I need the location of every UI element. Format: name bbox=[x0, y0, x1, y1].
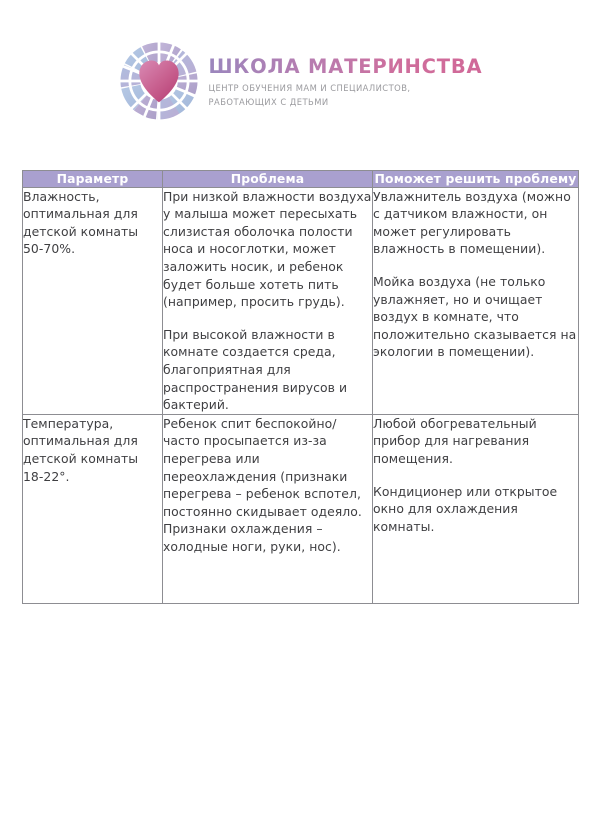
cell-paragraph: При низкой влажности воздуха у малыша может пересыхать слизистая оболочка полости носа и носоглотки, может заложить носик, и ребенок будет больше хотеть пить (например, просить грудь). bbox=[163, 188, 372, 310]
microclimate-table bbox=[22, 170, 579, 604]
cell-paragraph: При высокой влажности в комнате создается среда, благоприятная для распространения вирусов и бактерий. bbox=[163, 326, 348, 413]
table-row bbox=[23, 414, 579, 603]
heart-in-mosaic-ring-icon bbox=[118, 40, 200, 122]
brand-header-inner bbox=[118, 40, 483, 122]
column-header-parameter: Параметр bbox=[23, 171, 163, 188]
brand-subtitle-line-2: РАБОТАЮЩИХ С ДЕТЬМИ bbox=[208, 97, 329, 108]
brand-title: ШКОЛА МАТЕРИНСТВА bbox=[208, 54, 483, 78]
cell-paragraph: Любой обогревательный прибор для нагревания помещения. bbox=[373, 415, 537, 467]
column-header-problem: Проблема bbox=[163, 171, 373, 188]
cell-paragraph: Ребенок спит беспокойно/часто просыпается из-за перегрева или переохлаждения (признаки перегрева – ребенок вспотел, постоянно скидывает одеяло. Признаки охлаждения – холодные ноги, руки, нос). bbox=[163, 415, 362, 555]
brand-subtitle bbox=[209, 82, 483, 110]
cell-paragraph: Мойка воздуха (не только увлажняет, но и очищает воздух в комнате, что положительно сказывается на экологии в помещении). bbox=[373, 273, 577, 360]
brand-text bbox=[209, 52, 483, 110]
column-header-solution: Поможет решить проблему bbox=[373, 171, 579, 188]
cell-solution-humidity bbox=[373, 187, 579, 414]
cell-problem-humidity bbox=[163, 187, 373, 414]
cell-paragraph: Кондиционер или открытое окно для охлаждения комнаты. bbox=[373, 483, 558, 534]
cell-parameter-humidity: Влажность, оптимальная для детской комнаты 50-70%. bbox=[23, 187, 163, 414]
cell-paragraph: Увлажнитель воздуха (можно с датчиком влажности, он может регулировать влажность в помещении). bbox=[373, 188, 571, 257]
table-row bbox=[23, 187, 579, 414]
cell-parameter-temperature: Температура, оптимальная для детской комнаты 18-22°. bbox=[23, 414, 163, 603]
brand-subtitle-line-1: ЦЕНТР ОБУЧЕНИЯ МАМ И СПЕЦИАЛИСТОВ, bbox=[208, 83, 411, 94]
table-header bbox=[23, 171, 579, 188]
cell-problem-temperature bbox=[163, 414, 373, 603]
cell-solution-temperature bbox=[373, 414, 579, 603]
brand-header bbox=[0, 40, 600, 122]
table-header-row bbox=[23, 171, 579, 188]
table-body bbox=[23, 187, 579, 603]
microclimate-table-wrapper bbox=[22, 170, 578, 604]
